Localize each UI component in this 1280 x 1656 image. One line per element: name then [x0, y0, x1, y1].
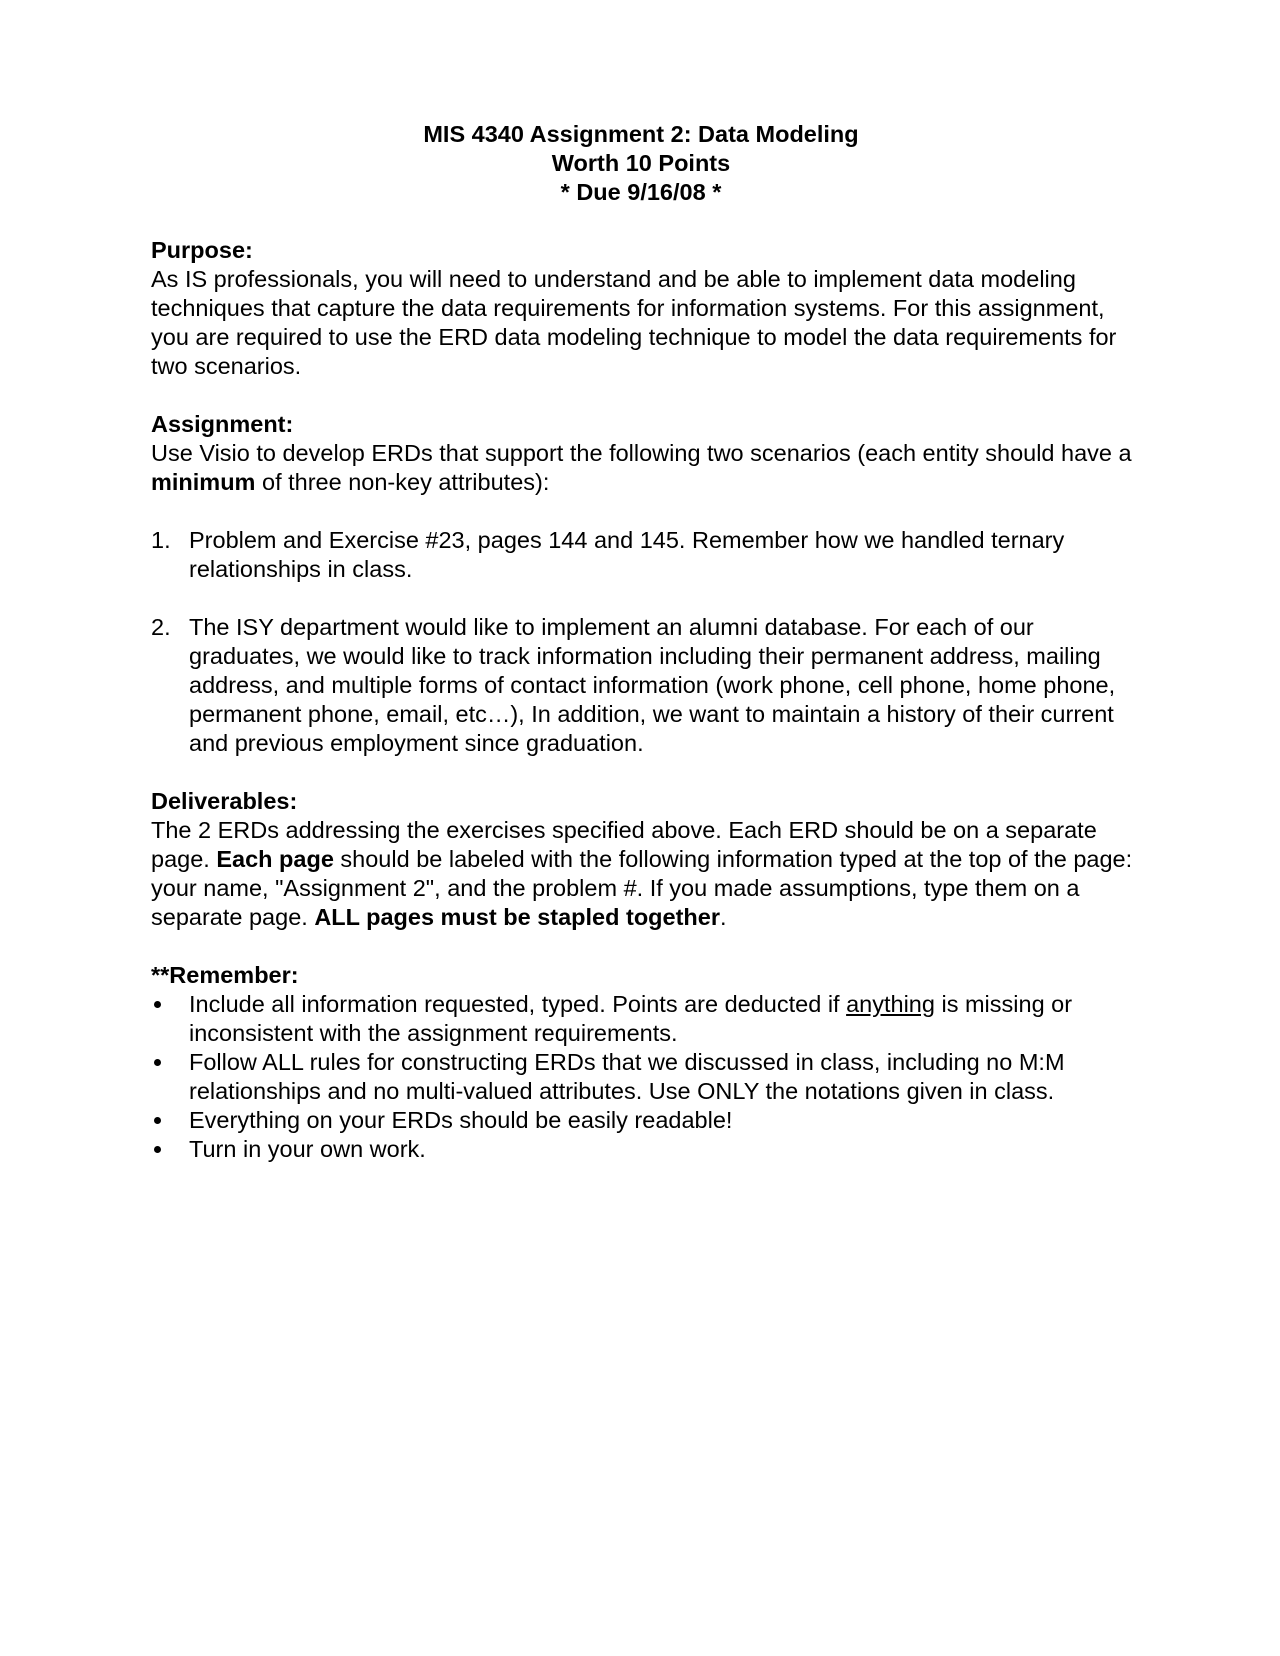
assignment-intro-emphasis: minimum — [151, 469, 256, 495]
deliverables-heading: Deliverables: — [151, 788, 298, 814]
bullet-1-end: is missing or inconsistent with the assignment requirements. — [189, 991, 1073, 1046]
purpose-heading: Purpose: — [151, 237, 253, 263]
deliverables-text-part-3: . — [720, 904, 727, 930]
document-content — [151, 120, 1141, 1164]
bullet-1-start: Include all information requested, typed. Points are deducted if — [189, 991, 847, 1017]
list-item — [151, 1135, 1141, 1164]
list-item-number: 2. — [151, 614, 171, 640]
due-date-line: * Due 9/16/08 * — [560, 179, 722, 205]
list-item-text: Problem and Exercise #23, pages 144 and 145. Remember how we handled ternary relationships in class. — [189, 527, 1065, 582]
list-item-text: Everything on your ERDs should be easily readable! — [189, 1107, 733, 1133]
document-title: MIS 4340 Assignment 2: Data Modeling — [423, 121, 859, 147]
list-item-number: 1. — [151, 527, 171, 553]
list-item-text: Turn in your own work. — [189, 1136, 426, 1162]
bullet-icon — [151, 1048, 189, 1106]
list-item-text — [189, 990, 1141, 1048]
deliverables-text-part-1: The 2 ERDs addressing the exercises specified above. Each ERD should be on a separate page. — [151, 817, 1097, 872]
list-item — [151, 1106, 1141, 1135]
deliverables-text — [151, 816, 1141, 932]
bullet-icon — [151, 990, 189, 1048]
remember-list — [151, 990, 1141, 1164]
document-header — [151, 120, 1131, 207]
list-item — [151, 613, 1141, 758]
remember-heading: **Remember: — [151, 962, 299, 988]
list-item — [151, 1048, 1141, 1106]
deliverables-emphasis-each-page: Each page — [216, 846, 334, 872]
assignment-intro-start: Use Visio to develop ERDs that support the following two scenarios (each entity should have a — [151, 440, 1132, 466]
deliverables-emphasis-stapled: ALL pages must be stapled together — [314, 904, 720, 930]
list-item — [151, 526, 1141, 584]
assignment-intro-end: of three non-key attributes): — [255, 469, 550, 495]
bullet-icon — [151, 1135, 189, 1164]
purpose-text: As IS professionals, you will need to understand and be able to implement data modeling techniques that capture the data requirements for information systems. For this assignment, you are required to use the ERD data modeling technique to model the data requirements for two scenarios. — [151, 266, 1117, 379]
bullet-1-underlined: anything — [846, 991, 935, 1017]
assignment-heading: Assignment: — [151, 411, 294, 437]
assignment-intro — [151, 439, 1141, 497]
list-item-text: The ISY department would like to implement an alumni database. For each of our graduates, we would like to track information including their permanent address, mailing address, and multiple forms of contact information (work phone, cell phone, home phone, permanent phone, email, etc…), In addition, we want to maintain a history of their current and previous employment since graduation. — [189, 614, 1116, 756]
bullet-icon — [151, 1106, 189, 1135]
deliverables-text-part-2: should be labeled with the following information typed at the top of the page: your name, "Assignment 2", and the problem #. If you made assumptions, type them on a separate page. — [151, 846, 1133, 930]
points-line: Worth 10 Points — [551, 150, 731, 176]
assignment-list — [151, 526, 1141, 758]
list-item — [151, 990, 1141, 1048]
list-item-text: Follow ALL rules for constructing ERDs that we discussed in class, including no M:M relationships and no multi-valued attributes. Use ONLY the notations given in class. — [189, 1049, 1065, 1104]
